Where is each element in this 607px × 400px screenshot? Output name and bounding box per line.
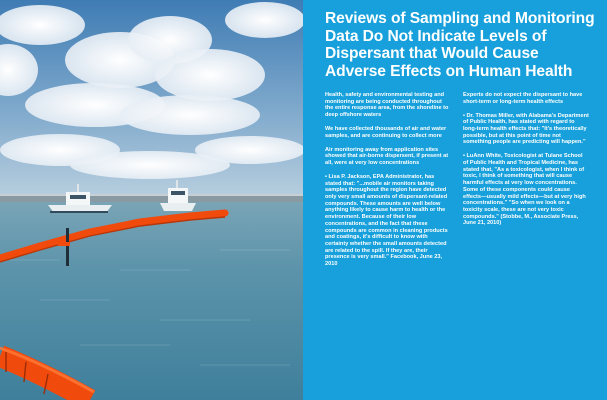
headline: Reviews of Sampling and Monitoring Data Do Not Indicate Levels of Dispersant that Would Cause Adverse Effects on Human Health xyxy=(325,10,595,80)
left-column xyxy=(325,92,451,275)
right-column xyxy=(463,92,589,234)
breakwater xyxy=(0,196,303,202)
quote-lisa-jackson: • Lisa P. Jackson, EPA Administrator, has stated that: "...mobile air monitors taking samples throughout the region have detected only very small amounts of dispersant-related compounds. These amounts are well below anything likely to cause harm to health or the environment. Because of their low concentrations, and the fact that these compounds are common in cleaning products and coatings, it's difficult to know with certainty whether the small amounts detected are related to the spill. If they are, their presence is very small." Facebook, June 23, 2010 xyxy=(325,173,448,268)
quote-luann-white: • LuAnn White, Toxicologist at Tulane School of Public Health and Tropical Medicine, has stated that, "As a toxicologist, when I think of toxic, I think of something that will cause harmful effects at very low concentrations. Some of these components could cause effects—usually mild effects—but at very high concentrations." "So when we look on a toxicity scale, these are not very toxic compounds." (Stobbe, M., Associate Press, June 21, 2010) xyxy=(463,153,586,227)
summary-health-safety-testing: Health, safety and environmental testing and monitoring are being conducted throughout the entire response area, from the shoreline to deep offshore waters xyxy=(325,92,449,119)
summary-experts-expectation: Experts do not expect the dispersant to have short-term or long-term health effects xyxy=(463,92,583,105)
summary-samples-collected: We have collected thousands of air and water samples, and are continuing to collect more xyxy=(325,126,447,139)
boats-and-containment-boom-photo xyxy=(0,0,303,400)
article-panel xyxy=(303,0,607,400)
quote-thomas-miller: • Dr. Thomas Miller, with Alabama's Department of Public Health, has stated with regard to long-term health effects that: "It's theoretically possible, but at this point of time not something people are predicting will happen." xyxy=(463,112,589,146)
summary-air-monitoring: Air monitoring away from application sites showed that air-borne dispersent, if present at all, were at very low concentrations xyxy=(325,146,449,166)
photo-illustration xyxy=(0,0,303,400)
